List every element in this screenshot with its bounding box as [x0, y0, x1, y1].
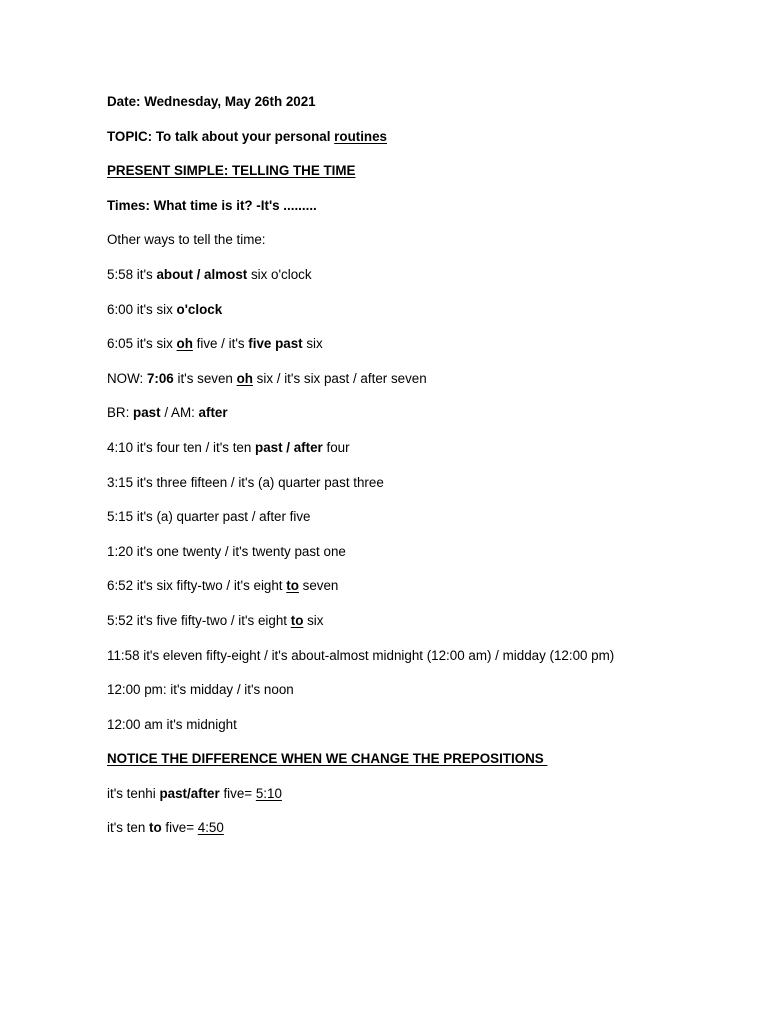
text-run: past / after	[255, 439, 323, 455]
text-run: six / it's six past / after seven	[252, 370, 427, 386]
text-run: about / almost	[156, 266, 248, 282]
text-run: six	[303, 612, 324, 628]
text-run: five / it's	[192, 336, 249, 352]
text-run: 3:15 it's three fifteen / it's (a) quarter past three	[107, 474, 384, 490]
document-line	[107, 680, 727, 700]
document-line	[107, 334, 727, 354]
text-run: / AM:	[160, 405, 199, 421]
text-run: five past	[248, 336, 303, 352]
document-line	[107, 611, 727, 631]
text-run: Other ways to tell the time:	[107, 232, 266, 248]
text-run: 5:58 it's	[107, 266, 157, 282]
text-run: 5:15 it's (a) quarter past / after five	[107, 509, 311, 525]
document-line	[107, 438, 727, 458]
text-run: 7:06	[146, 370, 174, 386]
text-run: five=	[219, 785, 256, 801]
text-run: o'clock	[176, 301, 223, 317]
text-run: 5:10	[255, 785, 282, 801]
document-line	[107, 715, 727, 735]
text-run: six	[302, 336, 323, 352]
text-run: Times: What time is it? -It's .........	[107, 197, 317, 213]
text-run: it's seven	[173, 370, 237, 386]
text-run: to	[290, 612, 304, 628]
document-line	[107, 507, 727, 527]
text-run: Date: Wednesday, May 26th 2021	[107, 94, 316, 109]
document-line	[107, 576, 727, 596]
text-run: 1:20 it's one twenty / it's twenty past one	[107, 543, 346, 559]
text-run: 4:50	[197, 820, 224, 836]
document-line	[107, 749, 727, 769]
text-run: 5:52 it's five fifty-two / it's eight	[107, 612, 291, 628]
document-line	[107, 127, 727, 147]
document-line	[107, 473, 727, 493]
text-run: six o'clock	[247, 266, 312, 282]
text-run: oh	[236, 370, 253, 386]
text-run: 11:58 it's eleven fifty-eight / it's about-almost midnight (12:00 am) / midday (12:00 pm)	[107, 647, 615, 663]
document-line	[107, 646, 727, 666]
text-run: routines	[334, 128, 387, 144]
text-run: BR:	[107, 405, 134, 421]
text-run: past	[133, 405, 161, 421]
text-run: 6:05 it's six	[107, 336, 177, 352]
document-line	[107, 265, 727, 285]
text-run: to	[149, 820, 162, 836]
document-line	[107, 161, 727, 181]
document-line	[107, 784, 727, 804]
text-run: it's tenhi	[107, 785, 160, 801]
document-line	[107, 818, 727, 838]
document-line	[107, 300, 727, 320]
document-line	[107, 92, 727, 112]
document-line	[107, 403, 727, 423]
text-run: NOTICE THE DIFFERENCE WHEN WE CHANGE THE PREPOSITIONS	[107, 751, 548, 767]
document-line	[107, 196, 727, 216]
text-run: 6:00 it's six	[107, 301, 177, 317]
document-line	[107, 542, 727, 562]
document-body	[107, 92, 727, 853]
document-line	[107, 230, 727, 250]
text-run: 12:00 pm: it's midday / it's noon	[107, 682, 294, 698]
text-run: 6:52 it's six fifty-two / it's eight	[107, 578, 287, 594]
text-run: 12:00 am it's midnight	[107, 716, 237, 732]
text-run: seven	[298, 578, 339, 594]
text-run: NOW:	[107, 370, 147, 386]
text-run: PRESENT SIMPLE: TELLING THE TIME	[107, 163, 356, 179]
text-run: five=	[161, 820, 198, 836]
text-run: 4:10 it's four ten / it's ten	[107, 439, 256, 455]
text-run: after	[198, 405, 228, 421]
text-run: four	[322, 439, 350, 455]
text-run: TOPIC: To talk about your personal	[107, 128, 335, 144]
text-run: it's ten	[107, 820, 150, 836]
text-run: oh	[176, 336, 193, 352]
document-line	[107, 369, 727, 389]
text-run: past/after	[159, 785, 220, 801]
text-run: to	[286, 578, 299, 594]
